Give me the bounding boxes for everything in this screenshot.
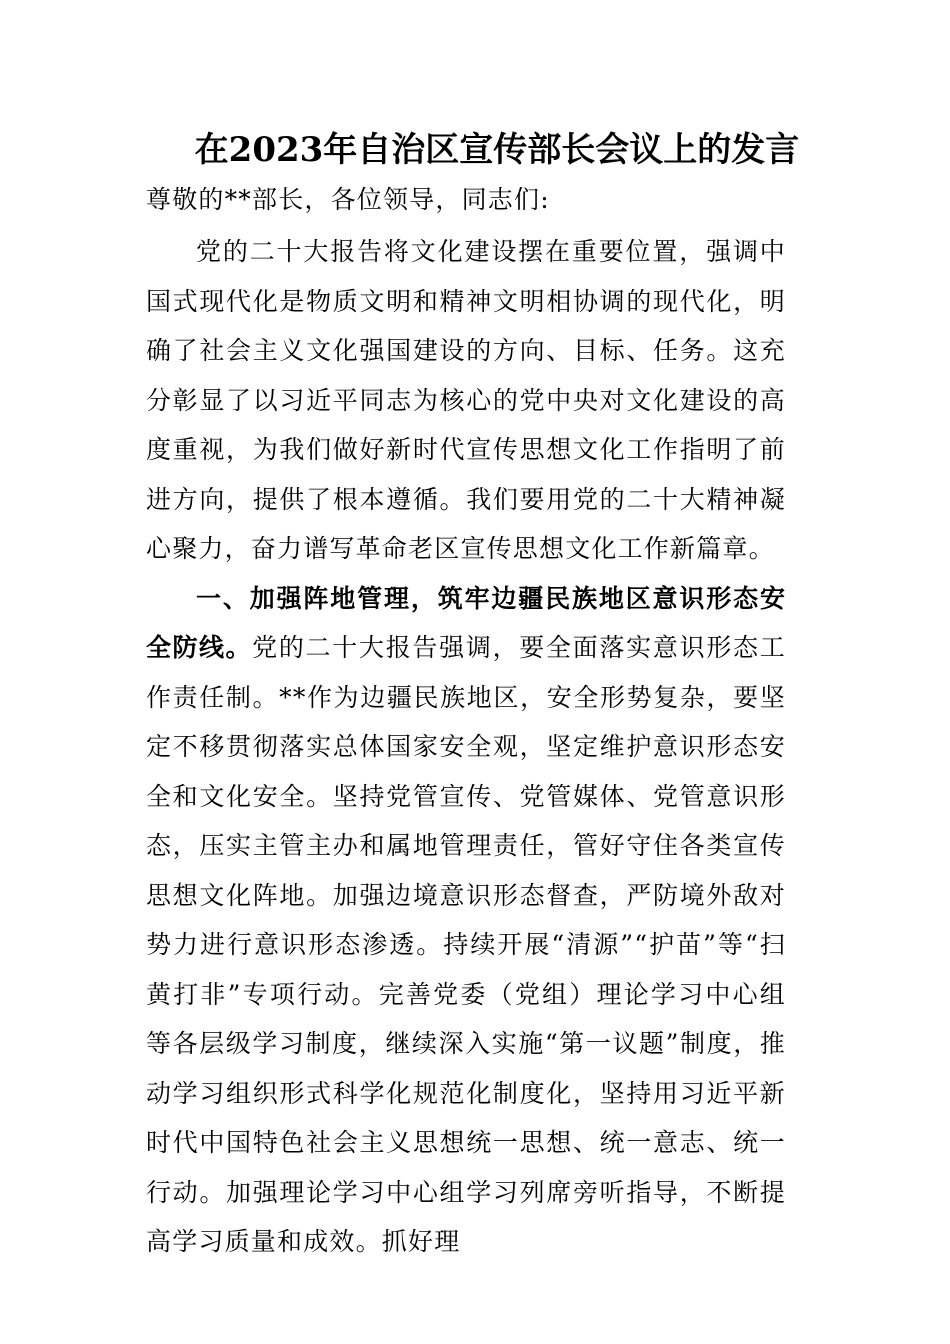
paragraph-intro (146, 227, 786, 574)
paragraph-section-1 (146, 574, 786, 1267)
document-title: 在2023年自治区宣传部长会议上的发言 (194, 130, 800, 170)
salutation: 尊敬的**部长，各位领导，同志们: (146, 185, 550, 214)
document-body (146, 227, 786, 1267)
section-1-heading: 一、加强阵地管理，筑牢边疆民族地区意识形态安全防线。 (146, 583, 786, 662)
section-1-text: 党的二十大报告强调，要全面落实意识形态工作责任制。**作为边疆民族地区，安全形势复杂，要坚定不移贯彻落实总体国家安全观，坚定维护意识形态安全和文化安全。坚持党管宣传、党管媒体、党管意识形态，压实主管主办和属地管理责任，管好守住各类宣传思想文化阵地。加强边境意识形态督查，严防境外敌对势力进行意识形态渗透。持续开展“清源”“护苗”等“扫黄打非”专项行动。完善党委（党组）理论学习中心组等各层级学习制度，继续深入实施“第一议题”制度，推动学习组织形式科学化规范化制度化，坚持用习近平新时代中国特色社会主义思想统一思想、统一意志、统一行动。加强理论学习中心组学习列席旁听指导，不断提高学习质量和成效。抓好理 (146, 633, 786, 1256)
paragraph-intro-text: 党的二十大报告将文化建设摆在重要位置，强调中国式现代化是物质文明和精神文明相协调的现代化，明确了社会主义文化强国建设的方向、目标、任务。这充分彰显了以习近平同志为核心的党中央对文化建设的高度重视，为我们做好新时代宣传思想文化工作指明了前进方向，提供了根本遵循。我们要用党的二十大精神凝心聚力，奋力谱写革命老区宣传思想文化工作新篇章。 (146, 237, 786, 563)
